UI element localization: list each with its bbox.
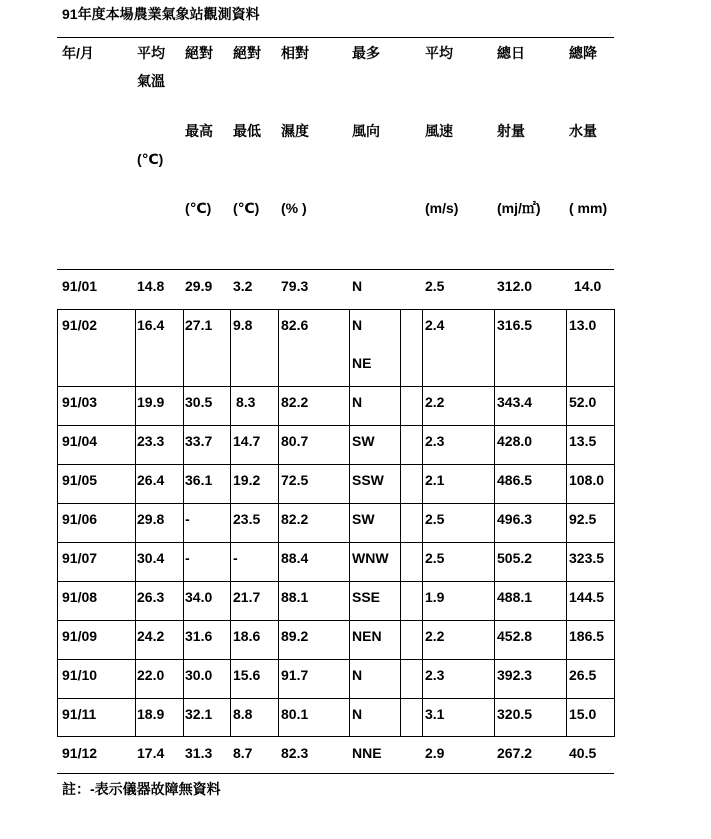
cell-month: 91/01: [62, 278, 98, 294]
cell-humidity: 80.7: [281, 433, 309, 449]
cell-divider: [566, 659, 567, 698]
cell-divider: [278, 698, 279, 737]
cell-divider: [183, 425, 184, 464]
cell-avg_temp: 26.3: [137, 589, 165, 605]
row-rule: [57, 464, 614, 465]
cell-humidity: 91.7: [281, 667, 309, 683]
header-humidity-line1: 相對: [281, 45, 309, 61]
row-rule: [57, 736, 614, 737]
table-bottom-rule: [57, 773, 614, 774]
cell-humidity: 82.6: [281, 317, 309, 333]
header-wind_speed-line1: 平均: [425, 45, 453, 61]
cell-rainfall: 15.0: [569, 706, 597, 722]
cell-divider: [422, 698, 423, 737]
cell-divider: [135, 425, 136, 464]
cell-divider: [422, 542, 423, 581]
cell-month: 91/08: [62, 589, 98, 605]
cell-divider: [349, 542, 350, 581]
cell-divider: [400, 425, 401, 464]
header-avg_temp-line1: 平均: [137, 45, 165, 61]
cell-wind_dir: N: [352, 317, 363, 333]
cell-divider: [349, 581, 350, 620]
cell-divider: [422, 425, 423, 464]
cell-divider: [566, 309, 567, 386]
cell-divider: [349, 464, 350, 503]
cell-radiation: 452.8: [497, 628, 533, 644]
header-abs_max-unit: (℃): [185, 200, 212, 216]
footnote: 註：-表示儀器故障無資料: [62, 781, 221, 797]
cell-wind_dir: NNE: [352, 745, 382, 761]
cell-divider: [614, 659, 615, 698]
cell-abs_max: 29.9: [185, 278, 213, 294]
cell-wind_speed: 2.5: [425, 550, 445, 566]
cell-divider: [57, 581, 58, 620]
cell-divider: [494, 503, 495, 542]
cell-divider: [400, 309, 401, 386]
cell-avg_temp: 30.4: [137, 550, 165, 566]
cell-divider: [57, 620, 58, 659]
cell-wind_speed: 2.5: [425, 511, 445, 527]
row-rule: [57, 503, 614, 504]
cell-humidity: 88.1: [281, 589, 309, 605]
cell-divider: [183, 503, 184, 542]
header-bottom-rule: [57, 269, 614, 270]
cell-divider: [183, 309, 184, 386]
cell-divider: [494, 309, 495, 386]
table-top-rule: [57, 37, 614, 38]
cell-divider: [400, 620, 401, 659]
header-wind_dir-line2: 風向: [352, 123, 380, 139]
cell-humidity: 72.5: [281, 472, 309, 488]
cell-abs_min: 8.8: [233, 706, 253, 722]
cell-divider: [278, 542, 279, 581]
cell-divider: [400, 581, 401, 620]
cell-divider: [566, 581, 567, 620]
cell-divider: [566, 464, 567, 503]
cell-wind_speed: 2.3: [425, 433, 445, 449]
cell-month: 91/03: [62, 394, 98, 410]
cell-wind_speed: 1.9: [425, 589, 445, 605]
cell-divider: [614, 542, 615, 581]
cell-divider: [349, 620, 350, 659]
cell-month: 91/05: [62, 472, 98, 488]
header-radiation-line2: 射量: [497, 123, 525, 139]
cell-radiation: 320.5: [497, 706, 533, 722]
cell-radiation: 496.3: [497, 511, 533, 527]
cell-abs_max: 36.1: [185, 472, 213, 488]
cell-divider: [183, 620, 184, 659]
cell-humidity: 80.1: [281, 706, 309, 722]
header-wind_speed-line2: 風速: [425, 123, 453, 139]
cell-avg_temp: 17.4: [137, 745, 165, 761]
cell-abs_max: -: [185, 550, 190, 566]
cell-abs_min: 21.7: [233, 589, 261, 605]
cell-divider: [614, 425, 615, 464]
header-abs_max-line1: 絕對: [185, 45, 213, 61]
cell-radiation: 428.0: [497, 433, 533, 449]
cell-abs_min: 19.2: [233, 472, 261, 488]
cell-rainfall: 13.5: [569, 433, 597, 449]
cell-divider: [400, 542, 401, 581]
cell-divider: [135, 309, 136, 386]
header-humidity-line2: 濕度: [281, 123, 309, 139]
cell-divider: [135, 659, 136, 698]
cell-divider: [349, 659, 350, 698]
header-avg_temp-unit: (℃): [137, 151, 164, 167]
cell-avg_temp: 26.4: [137, 472, 165, 488]
cell-divider: [183, 659, 184, 698]
cell-divider: [614, 464, 615, 503]
cell-abs_min: 8.7: [233, 745, 253, 761]
cell-divider: [614, 698, 615, 737]
cell-divider: [183, 581, 184, 620]
cell-divider: [566, 698, 567, 737]
cell-month: 91/09: [62, 628, 98, 644]
cell-wind_dir: NEN: [352, 628, 382, 644]
cell-wind_dir: N: [352, 394, 363, 410]
cell-divider: [494, 425, 495, 464]
cell-humidity: 88.4: [281, 550, 309, 566]
row-rule: [57, 386, 614, 387]
header-abs_max-line2: 最高: [185, 123, 213, 139]
header-radiation-line1: 總日: [497, 45, 525, 61]
cell-divider: [230, 503, 231, 542]
cell-divider: [422, 581, 423, 620]
cell-divider: [422, 386, 423, 425]
header-abs_min-line2: 最低: [233, 123, 261, 139]
cell-rainfall: 186.5: [569, 628, 605, 644]
cell-divider: [614, 386, 615, 425]
row-rule: [57, 659, 614, 660]
cell-divider: [135, 620, 136, 659]
cell-abs_max: 34.0: [185, 589, 213, 605]
cell-divider: [349, 309, 350, 386]
cell-avg_temp: 29.8: [137, 511, 165, 527]
cell-divider: [349, 698, 350, 737]
cell-divider: [57, 542, 58, 581]
cell-rainfall: 108.0: [569, 472, 605, 488]
header-abs_min-unit: (℃): [233, 200, 260, 216]
cell-divider: [135, 542, 136, 581]
header-month: 年/月: [62, 45, 94, 61]
cell-divider: [422, 503, 423, 542]
cell-abs_min: -: [233, 550, 238, 566]
cell-abs_max: 27.1: [185, 317, 213, 333]
cell-abs_max: 30.5: [185, 394, 213, 410]
cell-divider: [135, 386, 136, 425]
cell-wind_speed: 2.1: [425, 472, 445, 488]
cell-humidity: 89.2: [281, 628, 309, 644]
cell-month: 91/10: [62, 667, 98, 683]
cell-divider: [278, 309, 279, 386]
cell-divider: [614, 620, 615, 659]
header-wind_dir-line1: 最多: [352, 45, 380, 61]
cell-divider: [278, 620, 279, 659]
cell-abs_max: 32.1: [185, 706, 213, 722]
cell-wind_speed: 2.5: [425, 278, 445, 294]
cell-abs_max: 33.7: [185, 433, 213, 449]
cell-divider: [400, 659, 401, 698]
cell-divider: [400, 698, 401, 737]
cell-divider: [494, 698, 495, 737]
row-rule: [57, 620, 614, 621]
header-rainfall-unit: ( mm): [569, 200, 608, 216]
cell-divider: [349, 503, 350, 542]
cell-divider: [57, 503, 58, 542]
cell-divider: [566, 620, 567, 659]
cell-abs_min: 9.8: [233, 317, 253, 333]
cell-wind_speed: 2.3: [425, 667, 445, 683]
cell-wind_dir: SSE: [352, 589, 381, 605]
cell-wind_dir: N: [352, 278, 363, 294]
cell-wind_speed: 2.2: [425, 394, 445, 410]
cell-humidity: 79.3: [281, 278, 309, 294]
cell-divider: [422, 464, 423, 503]
cell-abs_max: 30.0: [185, 667, 213, 683]
cell-humidity: 82.2: [281, 394, 309, 410]
cell-abs_min: 14.7: [233, 433, 261, 449]
cell-divider: [183, 698, 184, 737]
cell-radiation: 316.5: [497, 317, 533, 333]
cell-divider: [230, 581, 231, 620]
cell-divider: [230, 659, 231, 698]
cell-wind_dir: N: [352, 667, 363, 683]
cell-avg_temp: 19.9: [137, 394, 165, 410]
cell-divider: [230, 464, 231, 503]
cell-divider: [135, 503, 136, 542]
header-humidity-unit: (% ): [281, 200, 307, 216]
cell-divider: [494, 542, 495, 581]
cell-divider: [135, 581, 136, 620]
cell-divider: [566, 503, 567, 542]
cell-radiation: 267.2: [497, 745, 533, 761]
cell-rainfall: 52.0: [569, 394, 597, 410]
row-rule: [57, 698, 614, 699]
cell-avg_temp: 24.2: [137, 628, 165, 644]
cell-divider: [135, 698, 136, 737]
cell-wind_dir: SW: [352, 433, 375, 449]
cell-divider: [400, 386, 401, 425]
cell-divider: [57, 464, 58, 503]
cell-rainfall: 13.0: [569, 317, 597, 333]
cell-wind_speed: 3.1: [425, 706, 445, 722]
cell-radiation: 488.1: [497, 589, 533, 605]
cell-wind_dir: SW: [352, 511, 375, 527]
cell-avg_temp: 18.9: [137, 706, 165, 722]
row-rule: [57, 581, 614, 582]
cell-radiation: 343.4: [497, 394, 533, 410]
cell-divider: [183, 464, 184, 503]
row-rule: [57, 425, 614, 426]
cell-abs_max: 31.6: [185, 628, 213, 644]
cell-rainfall: 40.5: [569, 745, 597, 761]
cell-divider: [566, 425, 567, 464]
cell-divider: [494, 581, 495, 620]
cell-wind_speed: 2.9: [425, 745, 445, 761]
cell-abs_min: 3.2: [233, 278, 253, 294]
cell-month: 91/04: [62, 433, 98, 449]
cell-avg_temp: 22.0: [137, 667, 165, 683]
cell-divider: [494, 464, 495, 503]
row-rule: [57, 542, 614, 543]
cell-divider: [230, 542, 231, 581]
header-rainfall-line1: 總降: [569, 45, 597, 61]
cell-divider: [614, 503, 615, 542]
cell-avg_temp: 23.3: [137, 433, 165, 449]
cell-rainfall: 92.5: [569, 511, 597, 527]
cell-rainfall: 26.5: [569, 667, 597, 683]
row-rule: [57, 309, 614, 310]
cell-divider: [57, 425, 58, 464]
cell-divider: [135, 464, 136, 503]
cell-abs_min: 23.5: [233, 511, 261, 527]
cell-divider: [57, 386, 58, 425]
cell-divider: [422, 659, 423, 698]
cell-divider: [400, 464, 401, 503]
header-wind_speed-unit: (m/s): [425, 200, 459, 216]
cell-divider: [57, 309, 58, 386]
header-avg_temp-line2: 氣溫: [137, 73, 165, 89]
cell-radiation: 312.0: [497, 278, 533, 294]
cell-abs_min: 8.3: [236, 394, 256, 410]
cell-humidity: 82.3: [281, 745, 309, 761]
cell-wind_dir: WNW: [352, 550, 389, 566]
cell-divider: [57, 698, 58, 737]
cell-abs_min: 18.6: [233, 628, 261, 644]
cell-divider: [278, 503, 279, 542]
cell-divider: [494, 386, 495, 425]
cell-rainfall: 323.5: [569, 550, 605, 566]
cell-radiation: 486.5: [497, 472, 533, 488]
cell-divider: [278, 425, 279, 464]
cell-wind_speed: 2.4: [425, 317, 445, 333]
cell-divider: [566, 386, 567, 425]
header-rainfall-line2: 水量: [569, 123, 597, 139]
cell-divider: [57, 659, 58, 698]
cell-divider: [278, 659, 279, 698]
cell-divider: [422, 620, 423, 659]
cell-divider: [349, 386, 350, 425]
cell-divider: [614, 309, 615, 386]
cell-divider: [230, 620, 231, 659]
cell-divider: [422, 309, 423, 386]
cell-radiation: 505.2: [497, 550, 533, 566]
cell-rainfall: 144.5: [569, 589, 605, 605]
cell-humidity: 82.2: [281, 511, 309, 527]
cell-month: 91/02: [62, 317, 98, 333]
cell-wind_dir: SSW: [352, 472, 384, 488]
cell-month: 91/11: [62, 706, 97, 722]
cell-divider: [349, 425, 350, 464]
cell-rainfall: 14.0: [574, 278, 602, 294]
cell-divider: [614, 581, 615, 620]
cell-divider: [278, 386, 279, 425]
cell-divider: [400, 503, 401, 542]
cell-divider: [230, 309, 231, 386]
cell-avg_temp: 14.8: [137, 278, 165, 294]
cell-divider: [278, 464, 279, 503]
cell-divider: [494, 659, 495, 698]
cell-abs_min: 15.6: [233, 667, 261, 683]
page-title: 91年度本場農業氣象站觀測資料: [62, 6, 260, 22]
cell-divider: [494, 620, 495, 659]
cell-divider: [278, 581, 279, 620]
cell-avg_temp: 16.4: [137, 317, 165, 333]
cell-wind_dir: N: [352, 706, 363, 722]
cell-month: 91/06: [62, 511, 98, 527]
cell-divider: [230, 425, 231, 464]
cell-abs_max: -: [185, 511, 190, 527]
cell-abs_max: 31.3: [185, 745, 213, 761]
cell-divider: [566, 542, 567, 581]
cell-divider: [183, 542, 184, 581]
cell-divider: [183, 386, 184, 425]
header-abs_min-line1: 絕對: [233, 45, 261, 61]
cell-month: 91/07: [62, 550, 98, 566]
cell-radiation: 392.3: [497, 667, 533, 683]
cell-wind_dir2: NE: [352, 355, 372, 371]
cell-divider: [230, 698, 231, 737]
header-radiation-unit: (mj/㎡): [497, 200, 541, 216]
cell-divider: [230, 386, 231, 425]
cell-month: 91/12: [62, 745, 98, 761]
cell-wind_speed: 2.2: [425, 628, 445, 644]
